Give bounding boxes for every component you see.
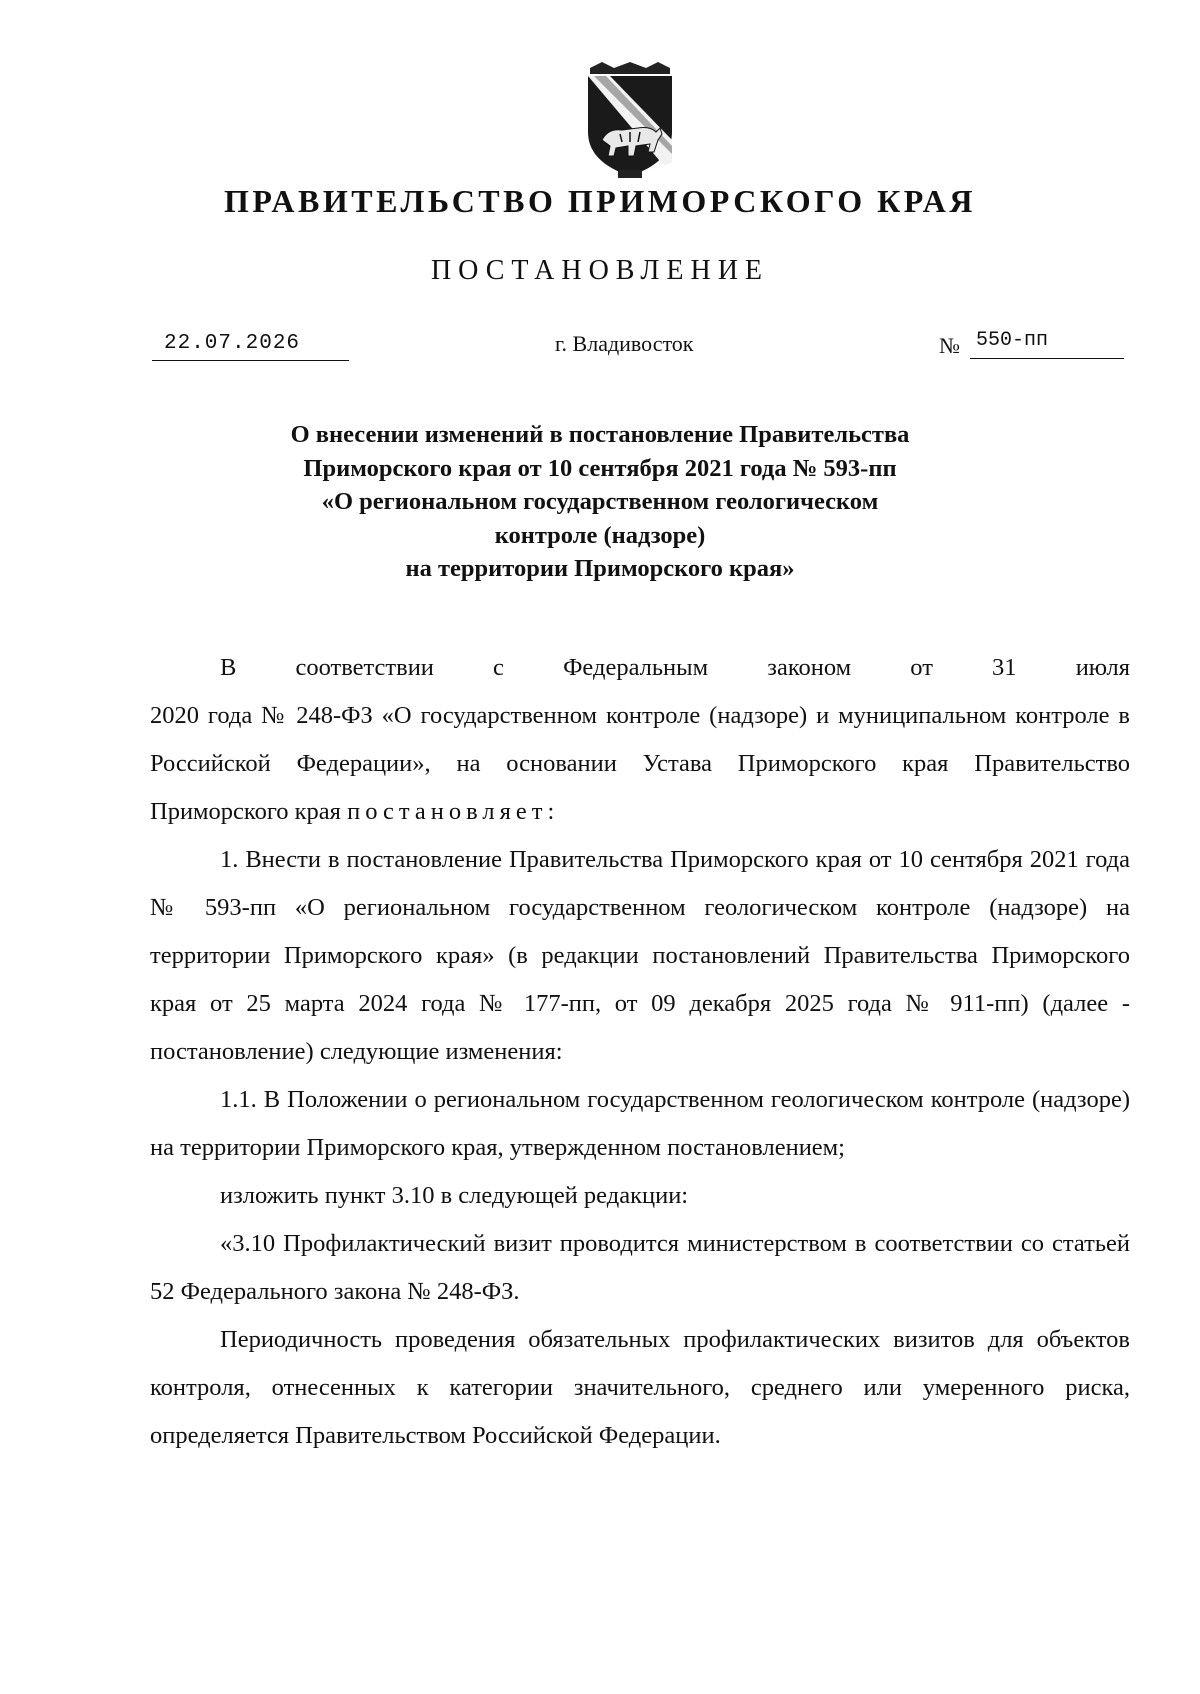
document-type: ПОСТАНОВЛЕНИЕ: [430, 255, 770, 286]
document-body: [150, 644, 1130, 1460]
paragraph-preamble-first-line: В соответствии с Федеральным законом от 31 июля: [220, 654, 1130, 681]
document-city: г. Владивосток: [555, 331, 694, 356]
paragraph-item-1: 1. Внести в постановление Правительства Приморского края от 10 сентября 2021 года № 593-пп «О региональном государственном геологическом контроле (надзоре) на территории Приморского края» (в редакции постановлений Правительства Приморского края от 25 марта 2024 года № 177-пп, от 09 декабря 2025 года № 911-пп) (далее - постановление) следующие изменения:: [150, 846, 1130, 1065]
coat-of-arms-icon: [580, 62, 680, 180]
paragraph-periodicity: Периодичность проведения обязательных профилактических визитов для объектов контроля, отнесенных к категории значительного, среднего или умеренного риска, определяется Правительством Российской Федерации.: [150, 1326, 1130, 1449]
document-number: 550-пп: [970, 326, 1124, 359]
title-line: О внесении изменений в постановление Правительства: [290, 421, 910, 448]
preamble-text: 2020 года № 248-ФЗ «О государственном контроле (надзоре) и муниципальном контроле в Российской Федерации», на основании Устава Приморского края Правительство Приморского края: [150, 702, 1130, 825]
number-sign: №: [939, 333, 960, 358]
paragraph-instruction: изложить пункт 3.10 в следующей редакции:: [220, 1182, 689, 1209]
title-line: контроле (надзоре): [494, 521, 706, 549]
document-date: 22.07.2026: [152, 328, 349, 361]
paragraph-clause-3-10: «3.10 Профилактический визит проводится министерством в соответствии со статьей 52 Федерального закона № 248-ФЗ.: [150, 1230, 1130, 1305]
title-line: «О региональном государственном геологическом: [321, 488, 879, 515]
title-line: Приморского края от 10 сентября 2021 года № 593-пп: [303, 454, 897, 482]
decree-word: постановляет:: [347, 798, 560, 825]
document-title: [170, 418, 1030, 586]
paragraph-preamble: [150, 692, 1130, 836]
paragraph-item-1-1: 1.1. В Положении о региональном государственном геологическом контроле (надзоре) на территории Приморского края, утвержденном постановлением;: [150, 1086, 1130, 1161]
organization-name: ПРАВИТЕЛЬСТВО ПРИМОРСКОГО КРАЯ: [224, 183, 976, 219]
title-line: на территории Приморского края»: [405, 555, 795, 582]
